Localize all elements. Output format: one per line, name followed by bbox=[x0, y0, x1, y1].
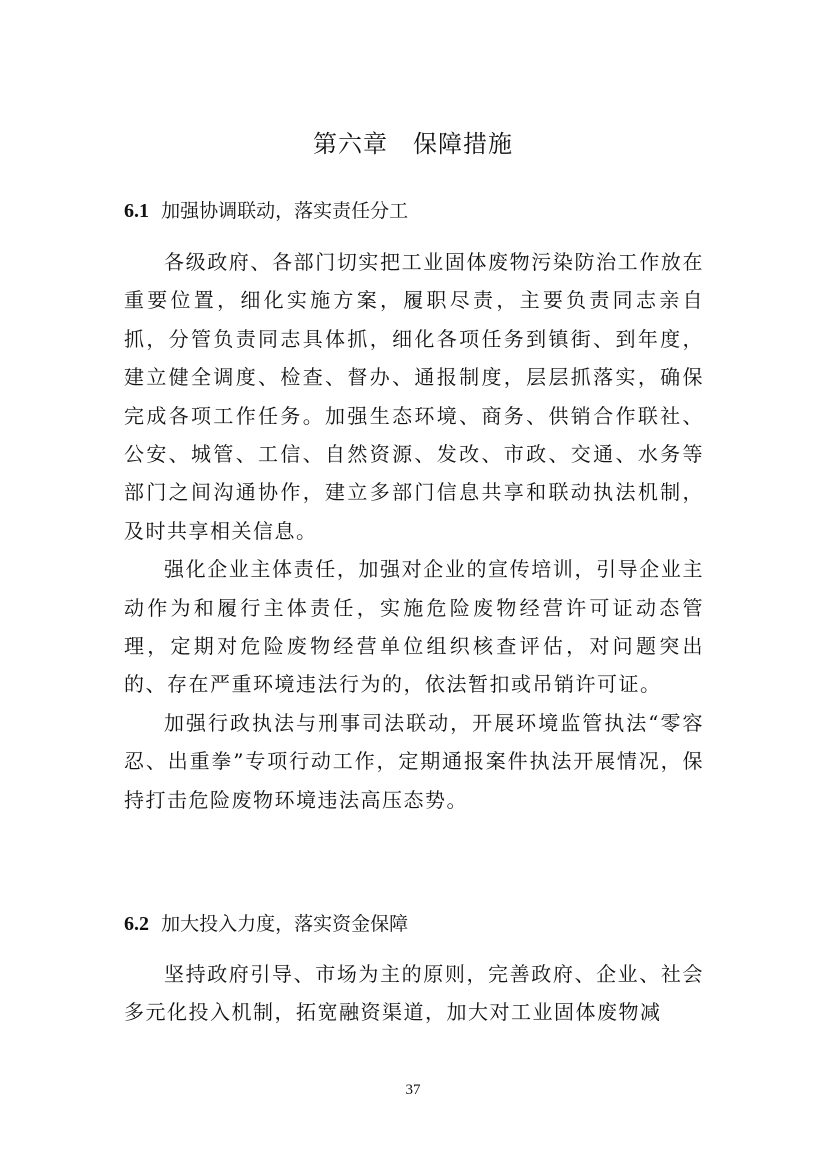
section-title: 加强协调联动，落实责任分工 bbox=[161, 200, 409, 222]
paragraph: 加强行政执法与刑事司法联动，开展环境监管执法“零容忍、出重拳”专项行动工作，定期通报案件执法开展情况，保持打击危险废物环境违法高压态势。 bbox=[124, 710, 704, 812]
section-number: 6.1 bbox=[124, 200, 149, 222]
section-number: 6.2 bbox=[124, 913, 149, 935]
paragraph: 各级政府、各部门切实把工业固体废物污染防治工作放在重要位置，细化实施方案，履职尽责，主要负责同志亲自抓，分管负责同志具体抓，细化各项任务到镇街、到年度，建立健全调度、检查、督办、通报制度，层层抓落实，确保完成各项工作任务。加强生态环境、商务、供销合作联社、公安、城管、工信、自然资源、发改、市政、交通、水务等部门之间沟通协作，建立多部门信息共享和联动执法机制，及时共享相关信息。 bbox=[124, 250, 704, 543]
paragraph: 强化企业主体责任，加强对企业的宣传培训，引导企业主动作为和履行主体责任，实施危险废物经营许可证动态管理，定期对危险废物经营单位组织核查评估，对问题突出的、存在严重环境违法行为的，依法暂扣或吊销许可证。 bbox=[124, 557, 704, 697]
section-heading-6-1 bbox=[124, 196, 714, 226]
section-title: 加大投入力度，落实资金保障 bbox=[161, 913, 409, 935]
section-body-6-1 bbox=[124, 243, 704, 819]
section-body-6-2 bbox=[124, 955, 704, 1032]
paragraph: 坚持政府引导、市场为主的原则，完善政府、企业、社会多元化投入机制，拓宽融资渠道，加大对工业固体废物减 bbox=[124, 962, 704, 1025]
section-heading-6-2 bbox=[124, 909, 714, 939]
chapter-title: 第六章 保障措施 bbox=[313, 130, 513, 158]
page-number: 37 bbox=[405, 1082, 421, 1098]
